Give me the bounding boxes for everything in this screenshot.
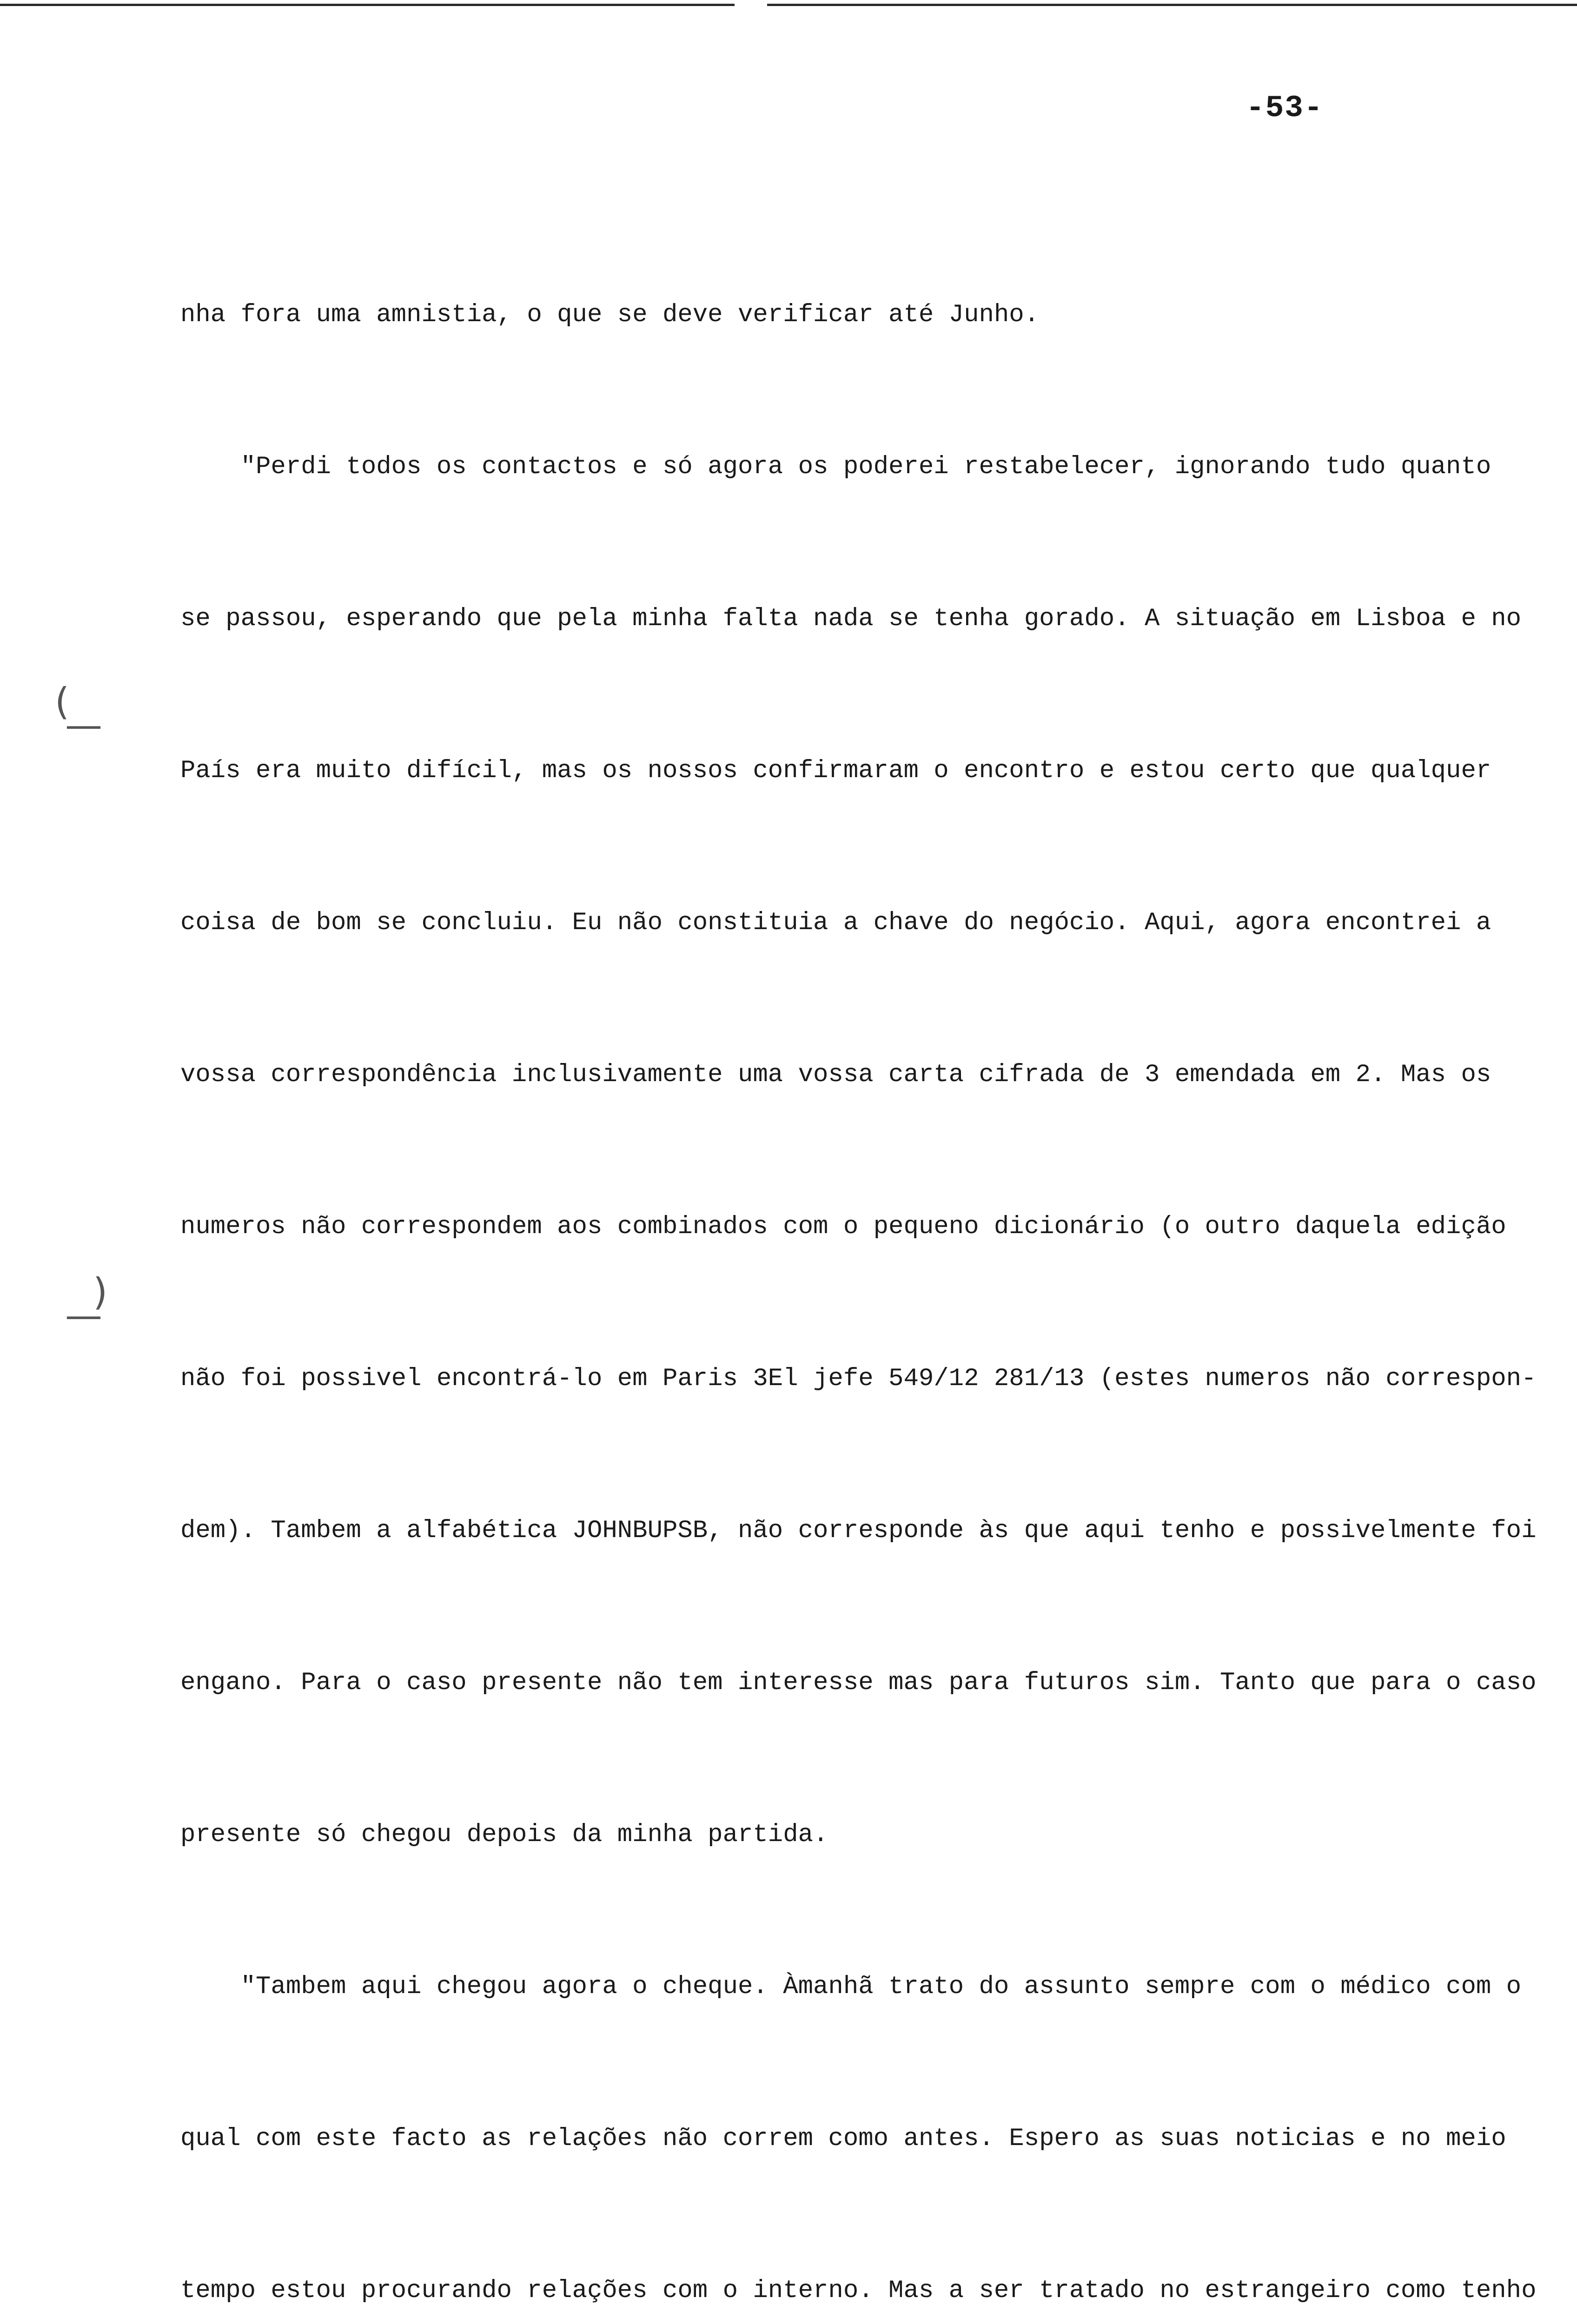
text-line-3: se passou, esperando que pela minha falta nada se tenha gorado. A situação em Lisboa e no <box>180 605 1522 633</box>
text-line-5: coisa de bom se concluiu. Eu não constituia a chave do negócio. Aqui, agora encontrei a <box>180 909 1491 937</box>
text-line-10: engano. Para o caso presente não tem interesse mas para futuros sim. Tanto que para o caso <box>180 1669 1537 1697</box>
margin-mark-upper: ( <box>55 680 70 723</box>
margin-mark-lower-dash: — <box>65 1294 102 1337</box>
text-line-11: presente só chegou depois da minha partida. <box>180 1821 828 1849</box>
text-line-14: tempo estou procurando relações com o interno. Mas a ser tratado no estrangeiro como tenho <box>180 2277 1537 2305</box>
top-rule-left <box>0 4 735 6</box>
letter-body <box>180 188 1537 2324</box>
text-line-6: vossa correspondência inclusivamente uma vossa carta cifrada de 3 emendada em 2. Mas os <box>180 1061 1491 1089</box>
text-line-8: não foi possivel encontrá-lo em Paris 3El jefe 549/12 281/13 (estes numeros não correspon- <box>180 1365 1537 1393</box>
margin-mark-lower: ) <box>93 1270 108 1314</box>
page-number: -53- <box>1246 91 1324 125</box>
text-line-12: "Tambem aqui chegou agora o cheque. Àmanhã trato do assunto sempre com o médico com o <box>180 1973 1522 2001</box>
text-line-2: "Perdi todos os contactos e só agora os poderei restabelecer, ignorando tudo quanto <box>180 453 1491 481</box>
text-line-13: qual com este facto as relações não correm como antes. Espero as suas noticias e no meio <box>180 2125 1506 2153</box>
text-line-1: nha fora uma amnistia, o que se deve verificar até Junho. <box>180 301 1040 329</box>
top-rule-right <box>767 4 1577 6</box>
margin-mark-upper-dash: — <box>65 703 102 746</box>
text-line-4: País era muito difícil, mas os nossos confirmaram o encontro e estou certo que qualquer <box>180 757 1491 785</box>
text-line-7: numeros não correspondem aos combinados com o pequeno dicionário (o outro daquela edição <box>180 1213 1506 1241</box>
text-line-9: dem). Tambem a alfabética JOHNBUPSB, não corresponde às que aqui tenho e possivelmente foi <box>180 1517 1537 1545</box>
